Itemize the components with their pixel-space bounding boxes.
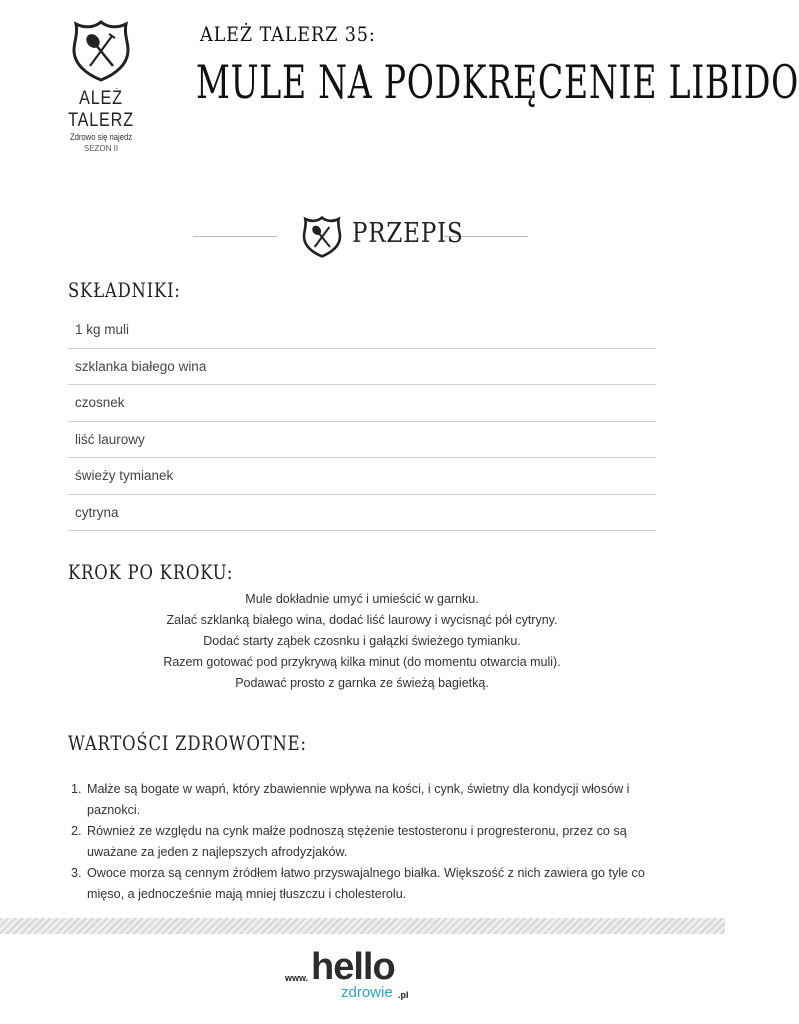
steps-heading: KROK PO KROKU: (68, 560, 234, 584)
ingredient-item: świeży tymianek (68, 458, 656, 495)
page-title: MULE NA PODKRĘCENIE LIBIDO (196, 55, 799, 109)
ingredient-item: cytryna (68, 495, 656, 532)
ingredients-list (68, 312, 656, 531)
benefits-heading: WARTOŚCI ZDROWOTNE: (68, 731, 307, 755)
ingredient-item: liść laurowy (68, 422, 656, 459)
section-title: PRZEPIS (352, 218, 464, 249)
shield-spoon-fork-icon (68, 18, 134, 84)
step-item: Razem gotować pod przykrywą kilka minut (do momentu otwarcia muli). (163, 655, 561, 669)
episode-label: ALEŻ TALERZ 35: (200, 22, 376, 46)
benefit-item: 1. Małże są bogate w wapń, który zbawiennie wpływa na kości, i cynk, świetny dla kondycji włosów i paznokci. (85, 779, 675, 821)
step-item: Dodać starty ząbek czosnku i gałązki świeżego tymianku. (203, 634, 521, 648)
footer-www: www. (285, 973, 309, 983)
logo-season: SEZON II (83, 144, 119, 153)
step-item: Podawać prosto z garnka ze świeżą bagietką. (235, 676, 489, 690)
ingredients-heading: SKŁADNIKI: (68, 278, 181, 302)
section-divider-left (193, 236, 277, 237)
logo-subtitle: Zdrowo się najedz (69, 132, 133, 142)
ingredient-item: szklanka białego wina (68, 349, 656, 386)
step-item: Mule dokładnie umyć i umieścić w garnku. (245, 592, 479, 606)
benefit-item: 2. Również ze względu na cynk małże podnoszą stężenie testosteronu i progresteronu, przez co są uważane za jeden z najlepszych afrodyzjaków. (85, 821, 675, 863)
benefit-item: 3. Owoce morza są cennym źródłem łatwo przyswajalnego białka. Większość z nich zawiera go tyle co mięso, a jednocześnie mają mniej tłuszczu i cholesterolu. (85, 863, 675, 905)
ingredient-item: 1 kg muli (68, 312, 656, 349)
footer-logo (285, 946, 445, 1006)
footer-hello: hello (311, 946, 395, 988)
logo-name: ALEŻ TALERZ (68, 88, 134, 131)
brand-logo (46, 18, 156, 153)
step-item: Zalać szklanką białego wina, dodać liść laurowy i wycisnąć pół cytryny. (166, 613, 558, 627)
benefits-list (68, 779, 675, 905)
decorative-stripe (0, 918, 725, 934)
steps-list (68, 589, 656, 694)
section-shield-icon (300, 213, 344, 266)
footer-zdrowie: zdrowie (341, 984, 393, 1001)
footer-pl: .pl (398, 990, 409, 1000)
ingredient-item: czosnek (68, 385, 656, 422)
